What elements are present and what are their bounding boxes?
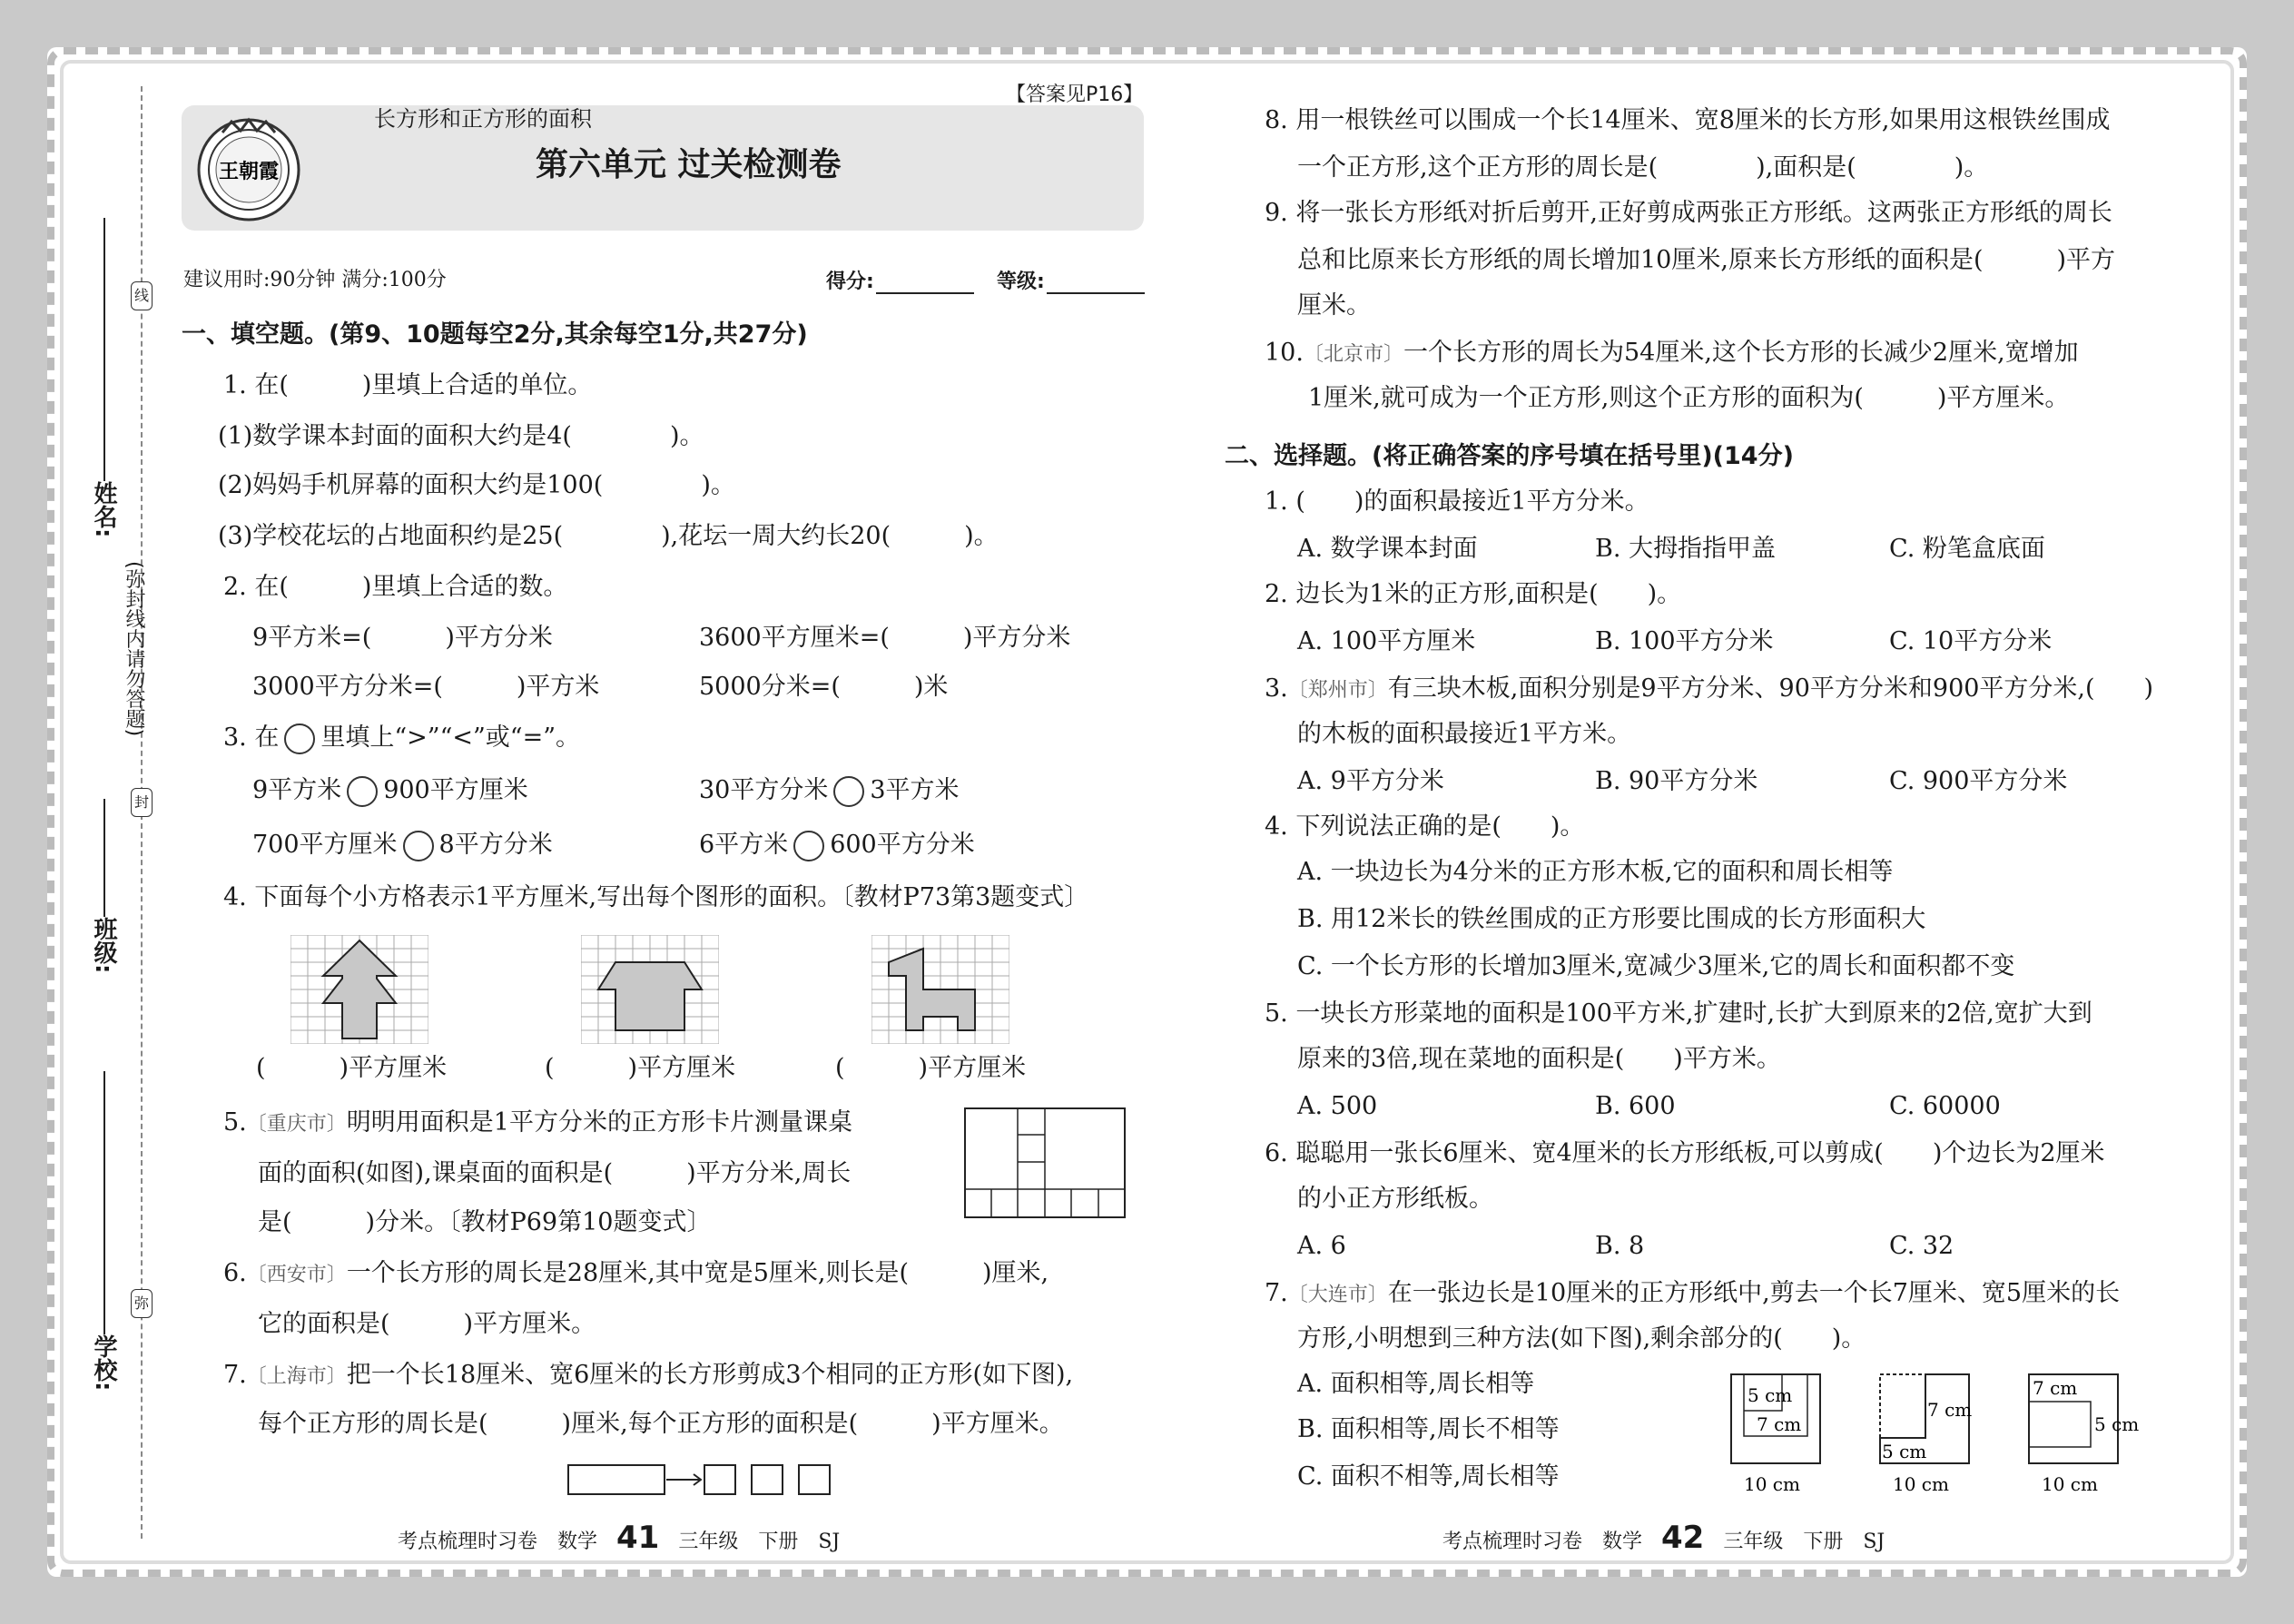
fig2-label-10cm: 10 cm <box>1893 1473 1949 1495</box>
q10-line-2: 1厘米,就可成为一个正方形,则这个正方形的面积为( )平方厘米。 <box>1308 384 2070 412</box>
q1c-text: (3)学校花坛的占地面积约是25( ),花坛一周大约长20( )。 <box>218 522 999 550</box>
q9-line-3: 厘米。 <box>1297 291 1371 320</box>
q1a-text: (1)数学课本封面的面积大约是4( )。 <box>218 422 704 450</box>
c2-option-a: A. 100平方厘米 <box>1297 627 1476 655</box>
q3d-right: 600平方分米 <box>830 831 975 859</box>
grid-figure-arrow <box>290 935 428 1044</box>
q7-number: 7. <box>223 1361 247 1389</box>
q3c-right: 8平方分米 <box>438 831 553 859</box>
q7-line-1 <box>223 1360 1073 1393</box>
q4-answer-2: ( )平方厘米 <box>545 1054 736 1082</box>
q2a-text: 9平方米=( )平方分米 <box>252 624 553 652</box>
q2d-text: 5000分米=( )米 <box>699 673 949 701</box>
q3b-right: 3平方米 <box>870 776 960 804</box>
q4-answer-3: ( )平方厘米 <box>835 1054 1027 1082</box>
q2-text: 2. 在( )里填上合适的数。 <box>223 573 568 601</box>
fig3-label-7cm: 7 cm <box>2033 1377 2078 1399</box>
name-label: 姓名: <box>90 481 117 538</box>
unit-subtitle: 长方形和正方形的面积 <box>374 106 592 132</box>
q10-number: 10. <box>1265 339 1304 367</box>
q10-region: 〔北京市〕 <box>1303 343 1403 366</box>
c7-option-b: B. 面积相等,周长不相等 <box>1297 1415 1560 1443</box>
c5-line-1: 5. 一块长方形菜地的面积是100平方米,扩建时,长扩大到原来的2倍,宽扩大到 <box>1265 999 2092 1028</box>
c6-option-b: B. 8 <box>1595 1232 1645 1260</box>
q7-region: 〔上海市〕 <box>246 1365 347 1388</box>
q5-number: 5. <box>223 1108 247 1137</box>
c7-line-1 <box>1265 1278 2120 1311</box>
q5-line-2: 面的面积(如图),课桌面的面积是( )平方分米,周长 <box>258 1159 852 1187</box>
c1-option-c: C. 粉笔盒底面 <box>1889 535 2045 563</box>
q3c-row <box>252 830 553 861</box>
q3a-right: 900平方厘米 <box>383 776 528 804</box>
right-page-number: 42 <box>1661 1520 1705 1556</box>
left-footer-suffix: 三年级 下册 SJ <box>678 1530 841 1553</box>
no-answer-warning: (弥封线内请勿答题) <box>123 561 145 737</box>
page-title: 第六单元 过关检测卷 <box>536 146 842 183</box>
c3-number: 3. <box>1265 674 1288 703</box>
compare-circle-icon[interactable] <box>347 776 378 807</box>
cut-method-figure-2 <box>1876 1371 1994 1498</box>
c4-option-c: C. 一个长方形的长增加3厘米,宽减少3厘米,它的周长和面积都不变 <box>1297 952 2015 980</box>
q7-line-2: 每个正方形的周长是( )厘米,每个正方形的面积是( )平方厘米。 <box>258 1410 1064 1438</box>
fig1-label-10cm: 10 cm <box>1744 1473 1800 1495</box>
fig1-label-7cm: 7 cm <box>1757 1413 1802 1435</box>
answer-reference: 【答案见P16】 <box>1006 84 1144 106</box>
c4-option-a: A. 一块边长为4分米的正方形木板,它的面积和周长相等 <box>1297 858 1894 886</box>
q4-text: 4. 下面每个小方格表示1平方厘米,写出每个图形的面积。〔教材P73第3题变式〕 <box>223 883 1089 911</box>
school-label: 学校: <box>90 1334 117 1392</box>
fig3-label-5cm: 5 cm <box>2094 1413 2140 1435</box>
q4-answer-1: ( )平方厘米 <box>256 1054 448 1082</box>
q2c-text: 3000平方分米=( )平方米 <box>252 673 600 701</box>
q3a-row <box>252 775 528 807</box>
c2-option-b: B. 100平方分米 <box>1595 627 1774 655</box>
right-footer <box>1442 1520 1885 1560</box>
fig2-label-5cm: 5 cm <box>1882 1441 1927 1462</box>
q10-text-1: 一个长方形的周长为54厘米,这个长方形的长减少2厘米,宽增加 <box>1403 339 2079 367</box>
class-label: 班级: <box>90 917 117 974</box>
class-line <box>103 799 105 917</box>
name-line <box>103 218 105 481</box>
compare-circle-icon[interactable] <box>793 831 824 861</box>
margin-mark-mi: 弥 <box>131 1289 153 1318</box>
q3a-left: 9平方米 <box>252 776 342 804</box>
c6-option-a: A. 6 <box>1297 1232 1346 1260</box>
q6-line-1 <box>223 1258 1049 1291</box>
c7-text-1: 在一张边长是10厘米的正方形纸中,剪去一个长7厘米、宽5厘米的长 <box>1387 1279 2121 1307</box>
c3-text-1: 有三块木板,面积分别是9平方分米、90平方分米和900平方分米,( ) <box>1387 674 2154 703</box>
q8-line-2: 一个正方形,这个正方形的周长是( ),面积是( )。 <box>1297 153 1989 182</box>
compare-circle-icon[interactable] <box>403 831 434 861</box>
margin-mark-feng: 封 <box>131 788 153 817</box>
grid-figure-house <box>581 935 719 1044</box>
fig2-label-7cm: 7 cm <box>1927 1399 1973 1421</box>
c4-option-b: B. 用12米长的铁丝围成的正方形要比围成的长方形面积大 <box>1297 905 1926 933</box>
q5-region: 〔重庆市〕 <box>246 1113 347 1136</box>
cut-rectangle-figure <box>566 1462 839 1498</box>
school-line <box>103 1071 105 1334</box>
c3-region: 〔郑州市〕 <box>1287 679 1388 702</box>
q3-text <box>223 723 580 754</box>
grade-field[interactable] <box>1047 292 1145 294</box>
q5-line-1 <box>223 1107 852 1140</box>
left-footer-prefix: 考点梳理时习卷 数学 <box>398 1530 598 1553</box>
c5-option-b: B. 600 <box>1595 1092 1676 1120</box>
q3-prefix: 3. 在 <box>223 723 280 752</box>
c7-option-c: C. 面积不相等,周长相等 <box>1297 1462 1560 1491</box>
fig3-label-10cm: 10 cm <box>2042 1473 2098 1495</box>
c7-region: 〔大连市〕 <box>1287 1284 1388 1306</box>
q6-number: 6. <box>223 1259 247 1287</box>
section-2-heading: 二、选择题。(将正确答案的序号填在括号里)(14分) <box>1225 442 1794 470</box>
right-footer-suffix: 三年级 下册 SJ <box>1723 1530 1885 1553</box>
q3b-left: 30平方分米 <box>699 776 829 804</box>
q9-line-2: 总和比原来长方形纸的周长增加10厘米,原来长方形纸的面积是( )平方 <box>1297 246 2116 274</box>
publisher-logo-icon <box>195 116 302 223</box>
q3d-row <box>699 830 975 861</box>
margin-mark-xian: 线 <box>131 281 153 310</box>
q8-line-1: 8. 用一根铁丝可以围成一个长14厘米、宽8厘米的长方形,如果用这根铁丝围成 <box>1265 106 2111 134</box>
c7-number: 7. <box>1265 1279 1288 1307</box>
q9-line-1: 9. 将一张长方形纸对折后剪开,正好剪成两张正方形纸。这两张正方形纸的周长 <box>1265 199 2112 227</box>
c3-option-c: C. 900平方分米 <box>1889 767 2068 795</box>
q1b-text: (2)妈妈手机屏幕的面积大约是100( )。 <box>218 471 735 499</box>
c7-line-2: 方形,小明想到三种方法(如下图),剩余部分的( )。 <box>1297 1324 1866 1353</box>
c5-option-a: A. 500 <box>1297 1092 1378 1120</box>
compare-circle-icon <box>284 723 315 754</box>
left-page-number: 41 <box>616 1520 660 1556</box>
q5-text-1: 明明用面积是1平方分米的正方形卡片测量课桌 <box>346 1108 852 1137</box>
c3-option-b: B. 90平方分米 <box>1595 767 1758 795</box>
grade-label: 等级: <box>997 271 1045 293</box>
q1-text: 1. 在( )里填上合适的单位。 <box>223 371 593 399</box>
c1-option-b: B. 大拇指指甲盖 <box>1595 535 1777 563</box>
q5-line-3: 是( )分米。〔教材P69第10题变式〕 <box>258 1208 712 1236</box>
c1-text: 1. ( )的面积最接近1平方分米。 <box>1265 487 1649 516</box>
q3c-left: 700平方厘米 <box>252 831 398 859</box>
c3-option-a: A. 9平方分米 <box>1297 767 1444 795</box>
c3-line-1 <box>1265 674 2153 706</box>
c2-text: 2. 边长为1米的正方形,面积是( )。 <box>1265 580 1682 608</box>
compare-circle-icon[interactable] <box>833 776 864 807</box>
section-1-heading: 一、填空题。(第9、10题每空2分,其余每空1分,共27分) <box>182 320 808 349</box>
q2b-text: 3600平方厘米=( )平方分米 <box>699 624 1071 652</box>
c7-option-a: A. 面积相等,周长相等 <box>1297 1370 1535 1398</box>
left-footer <box>398 1520 840 1560</box>
time-note: 建议用时:90分钟 满分:100分 <box>183 269 447 291</box>
c5-option-c: C. 60000 <box>1889 1092 2001 1120</box>
c6-line-2: 的小正方形纸板。 <box>1297 1185 1493 1213</box>
q7-text-1: 把一个长18厘米、宽6厘米的长方形剪成3个相同的正方形(如下图), <box>346 1361 1074 1389</box>
cut-method-figure-1 <box>1728 1371 1846 1498</box>
q3d-left: 6平方米 <box>699 831 789 859</box>
c4-text: 4. 下列说法正确的是( )。 <box>1265 812 1585 841</box>
q3b-row <box>699 775 960 807</box>
desk-measure-figure <box>964 1107 1126 1218</box>
score-field[interactable] <box>876 292 974 294</box>
q3-suffix: 里填上“>”“<”或“=”。 <box>320 723 581 752</box>
right-page <box>1147 0 2294 1624</box>
c3-line-2: 的木板的面积最接近1平方米。 <box>1297 720 1632 748</box>
score-label: 得分: <box>826 271 874 293</box>
c1-option-a: A. 数学课本封面 <box>1297 535 1478 563</box>
grid-figure-animal <box>871 935 1009 1044</box>
q10-line-1 <box>1265 338 2079 370</box>
q6-text-1: 一个长方形的周长是28厘米,其中宽是5厘米,则长是( )厘米, <box>346 1259 1049 1287</box>
fig1-label-5cm: 5 cm <box>1748 1384 1793 1406</box>
q6-line-2: 它的面积是( )平方厘米。 <box>258 1310 596 1338</box>
c5-line-2: 原来的3倍,现在菜地的面积是( )平方米。 <box>1297 1045 1781 1073</box>
c6-line-1: 6. 聪聪用一张长6厘米、宽4厘米的长方形纸板,可以剪成( )个边长为2厘米 <box>1265 1139 2105 1167</box>
q6-region: 〔西安市〕 <box>246 1264 347 1286</box>
cut-method-figure-3 <box>2025 1371 2143 1498</box>
right-footer-prefix: 考点梳理时习卷 数学 <box>1442 1530 1643 1553</box>
logo-text: 王朝霞 <box>218 160 280 183</box>
c6-option-c: C. 32 <box>1889 1232 1954 1260</box>
c2-option-c: C. 10平方分米 <box>1889 627 2053 655</box>
